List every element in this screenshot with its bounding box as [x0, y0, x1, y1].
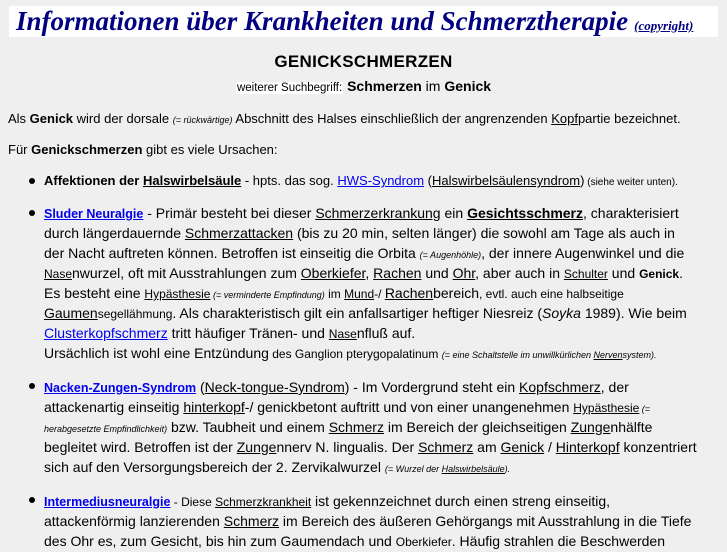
- search-term-2: Genick: [444, 78, 492, 94]
- text: (: [196, 379, 205, 395]
- link-oberkiefer[interactable]: Oberkiefer: [300, 265, 366, 281]
- link-rachen[interactable]: Rachen: [373, 265, 422, 281]
- text: durch längerdauernde: [44, 225, 185, 241]
- site-title: Informationen über Krankheiten und Schmerztherapie: [16, 6, 629, 36]
- text: Es besteht eine: [44, 285, 145, 301]
- text: nhälfte: [610, 419, 653, 435]
- link-kopfschmerz[interactable]: Kopfschmerz: [519, 379, 601, 395]
- link-schmerz[interactable]: Schmerz: [223, 513, 280, 529]
- text: segellähmung: [97, 307, 173, 321]
- text: partie bezeichnet.: [577, 111, 681, 126]
- search-term-1: Schmerzen: [347, 78, 422, 94]
- list-item-nacken-zungen-syndrom: [44, 377, 724, 477]
- term-genick: Genick: [29, 111, 74, 126]
- list-item-sluder-neuralgie: [44, 203, 724, 363]
- link-sluder-neuralgie[interactable]: Sluder Neuralgie: [44, 207, 144, 221]
- note: ).: [504, 464, 511, 474]
- text: nnerv N. lingualis. Der: [276, 439, 419, 455]
- link-nerven[interactable]: Nerven: [593, 350, 623, 360]
- link-schmerzerkrankung[interactable]: Schmerzerkrankung: [315, 205, 441, 221]
- text: im Bereich des äußeren Gehörgangs mit Ausstrahlung in die Tiefe: [279, 513, 692, 529]
- note: (= Wurzel der: [384, 464, 442, 474]
- bullet-icon: [29, 383, 35, 389]
- text: nwurzel, oft mit Ausstrahlungen zum: [72, 265, 301, 281]
- link-zunge[interactable]: Zunge: [236, 439, 277, 455]
- copyright-link[interactable]: (copyright): [634, 18, 694, 33]
- note: (siehe weiter unten).: [584, 177, 678, 188]
- text: attackenartig einseitig: [44, 399, 184, 415]
- search-term-connector: im: [421, 78, 445, 94]
- text: Für: [8, 142, 32, 157]
- text: attackenförmig lanzierenden: [44, 513, 224, 529]
- link-genick[interactable]: Genick: [500, 439, 545, 455]
- text: , charakterisiert: [583, 205, 679, 221]
- link-rachen[interactable]: Rachen: [384, 285, 434, 301]
- search-label: weiterer Suchbegriff:: [236, 82, 343, 94]
- text: gibt es viele Ursachen:: [142, 142, 278, 157]
- link-mund[interactable]: Mund: [344, 287, 375, 301]
- text: ist gekennzeichnet durch einen streng einseitig,: [311, 493, 611, 509]
- bullet-icon: [29, 497, 35, 503]
- intro-paragraph-1: [8, 111, 681, 126]
- link-gesichtsschmerz[interactable]: Gesichtsschmerz: [467, 205, 584, 221]
- site-banner: [9, 6, 718, 37]
- text: - hpts. das sog.: [241, 173, 338, 188]
- link-schulter[interactable]: Schulter: [563, 267, 608, 281]
- link-hypaesthesie[interactable]: Hypästhesie: [573, 401, 640, 415]
- link-nacken-zungen-syndrom[interactable]: Nacken-Zungen-Syndrom: [44, 381, 197, 395]
- text: der Nacht auftreten können. Betroffen ist einseitig die Orbita: [44, 245, 420, 261]
- text: . Als charakteristisch gilt ein anfallsartiger heftiger Niesreiz (: [172, 305, 543, 321]
- text: (bis zu 20 min, selten länger) die sowohl am Tage als auch in: [293, 225, 675, 241]
- link-hinterkopf[interactable]: hinterkopf: [183, 399, 245, 415]
- intro-paragraph-2: [8, 142, 278, 157]
- bullet-icon: [29, 178, 35, 184]
- text: ): [580, 173, 585, 188]
- text: , der innere Augenwinkel und die: [481, 245, 685, 261]
- page-title: GENICKSCHMERZEN: [274, 52, 453, 71]
- text: im Bereich der gleichseitigen: [383, 419, 571, 435]
- text: ,: [365, 265, 374, 281]
- text: des Ohr es, zum Gesicht, bis hin zum Gaumendach und: [44, 533, 396, 549]
- text: sich auf den Versorgungsbereich der 2. Zervikalwurzel: [44, 459, 385, 475]
- link-schmerzkrankheit[interactable]: Schmerzkrankheit: [215, 495, 312, 509]
- note: (= Augenhöhle): [419, 250, 482, 260]
- text: , evtl. auch eine halbseitige: [479, 287, 624, 301]
- text: .: [679, 265, 683, 281]
- link-halswirbelsaeule[interactable]: Halswirbelsäule: [142, 173, 242, 188]
- citation-author: Soyka: [542, 305, 581, 321]
- text: , der: [600, 379, 629, 395]
- text: bereich: [433, 285, 479, 301]
- text: konzentriert: [619, 439, 697, 455]
- note: (= verminderte Empfindung): [210, 290, 325, 300]
- text: /: [544, 439, 556, 455]
- link-halswirbelsaeule[interactable]: Halswirbelsäule: [441, 464, 505, 474]
- link-clusterkopfschmerz[interactable]: Clusterkopfschmerz: [44, 325, 168, 341]
- text: am: [473, 439, 501, 455]
- link-hinterkopf[interactable]: Hinterkopf: [555, 439, 620, 455]
- link-hypaesthesie[interactable]: Hypästhesie: [144, 287, 211, 301]
- text: -/ genickbetont auftritt und von einer unangenehmen: [244, 399, 574, 415]
- list-item-hws: [44, 171, 724, 191]
- link-schmerzattacken[interactable]: Schmerzattacken: [184, 225, 294, 241]
- search-terms: [0, 78, 727, 94]
- text: nfluß auf.: [356, 325, 416, 341]
- text: -/: [374, 287, 385, 301]
- link-nase[interactable]: Nase: [44, 267, 73, 281]
- list-item-intermediusneuralgie: [44, 491, 724, 551]
- bullet-icon: [29, 210, 35, 216]
- text: und: [421, 265, 453, 281]
- text: bzw. Taubheit und einem: [167, 419, 329, 435]
- text: ) - Im Vordergrund steht ein: [344, 379, 520, 395]
- term-genick: Genick: [639, 267, 680, 281]
- text: wird der dorsale: [73, 111, 173, 126]
- text: des Ganglion pterygopalatinum: [268, 347, 442, 361]
- item-title: Affektionen der: [44, 173, 143, 188]
- note: system).: [622, 350, 657, 360]
- link-kopf[interactable]: Kopf: [551, 111, 578, 126]
- link-hws-syndrom[interactable]: HWS-Syndrom: [337, 173, 425, 188]
- note: (=: [639, 404, 651, 414]
- text: tritt häufiger Tränen- und: [167, 325, 329, 341]
- text: - Diese: [170, 495, 216, 509]
- text: , aber auch in: [475, 265, 564, 281]
- term-genickschmerzen: Genickschmerzen: [31, 142, 143, 157]
- link-schmerz[interactable]: Schmerz: [418, 439, 474, 455]
- link-nase[interactable]: Nase: [328, 327, 357, 341]
- link-neck-tongue-syndrom[interactable]: Neck-tongue-Syndrom: [204, 379, 345, 395]
- link-ohr[interactable]: Ohr: [452, 265, 476, 281]
- link-gaumen[interactable]: Gaumen: [44, 305, 98, 321]
- link-intermediusneuralgie[interactable]: Intermediusneuralgie: [44, 495, 171, 509]
- text: Abschnitt des Halses einschließlich der angrenzenden: [232, 111, 552, 126]
- copyright-note: [634, 18, 693, 33]
- text: im: [324, 287, 345, 301]
- text: ein: [440, 205, 468, 221]
- term-oberkiefer: Oberkiefer: [395, 535, 452, 549]
- text: und: [607, 265, 640, 281]
- link-zunge[interactable]: Zunge: [570, 419, 611, 435]
- text: (: [424, 173, 432, 188]
- note: herabgesetzte Empfindlichkeit): [44, 424, 168, 434]
- text: - Primär besteht bei dieser: [143, 205, 316, 221]
- text: begleitet wird. Betroffen ist der: [44, 439, 237, 455]
- note: (= eine Schaltstelle im unwillkürlichen: [441, 350, 594, 360]
- text: . Häufig strahlen die Beschwerden: [451, 533, 665, 549]
- link-schmerz[interactable]: Schmerz: [328, 419, 384, 435]
- note: (= rückwärtige): [172, 115, 233, 125]
- text: Ursächlich ist wohl eine Entzündung: [44, 345, 269, 361]
- link-halswirbelsaeulensyndrom[interactable]: Halswirbelsäulensyndrom: [432, 173, 581, 188]
- text: 1989). Wie beim: [580, 305, 687, 321]
- text: Als: [8, 111, 30, 126]
